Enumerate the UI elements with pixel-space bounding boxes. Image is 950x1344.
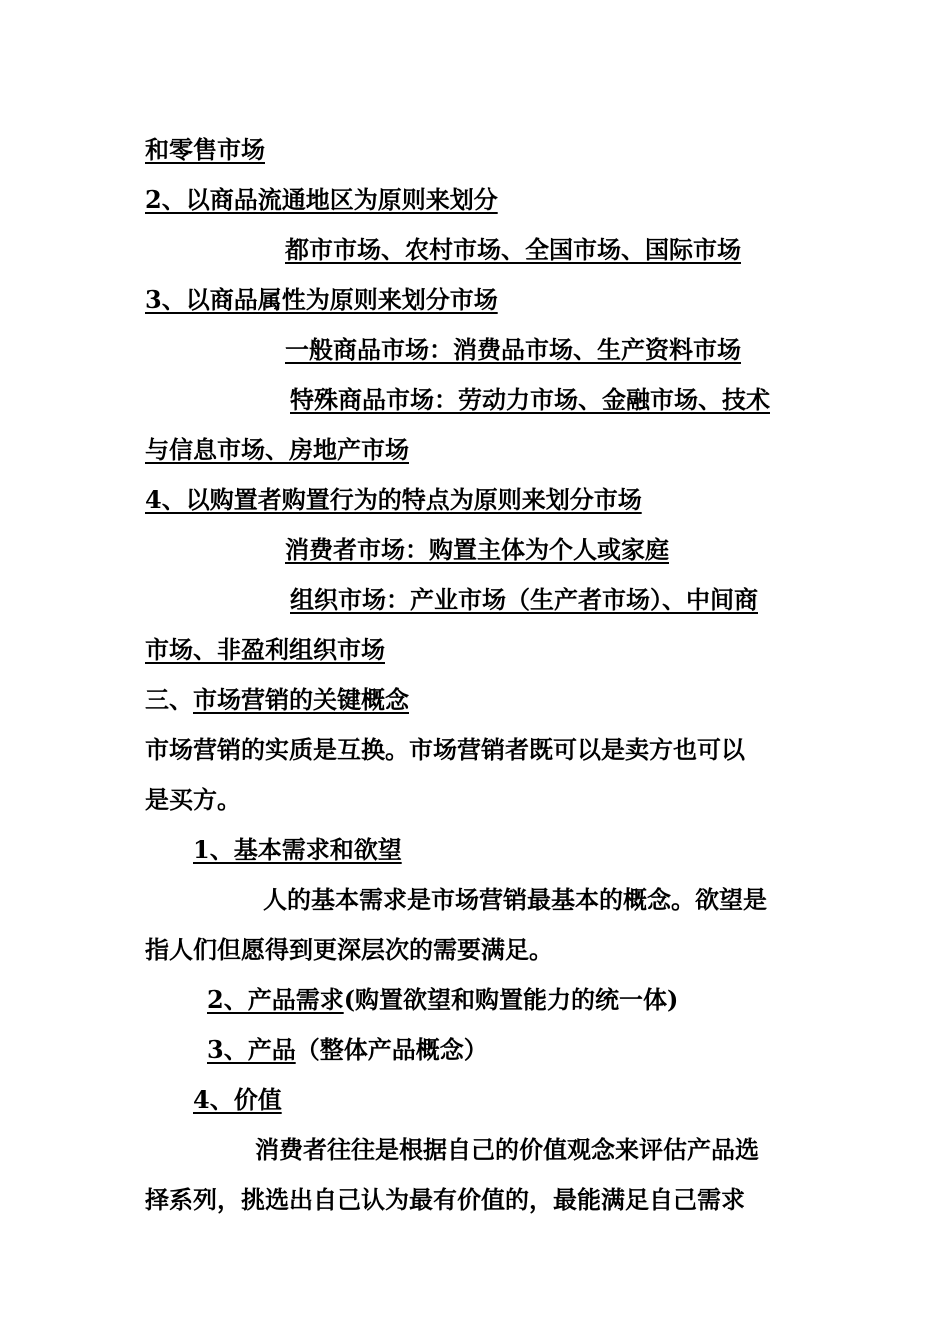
text-line: 4、以购置者购置行为的特点为原则来划分市场 xyxy=(145,485,642,514)
section-heading: 三、市场营销的关键概念 xyxy=(145,685,409,714)
text-line: 择系列，挑选出自己认为最有价值的，最能满足自己需求 xyxy=(145,1185,745,1214)
text-line: 市场营销的实质是互换。市场营销者既可以是卖方也可以 xyxy=(145,735,745,764)
text-line: 与信息市场、房地产市场 xyxy=(145,435,409,464)
text-line: 指人们但愿得到更深层次的需要满足。 xyxy=(145,935,553,964)
subheading: 2、产品需求(购置欲望和购置能力的统一体) xyxy=(207,985,679,1014)
text-line: 都市市场、农村市场、全国市场、国际市场 xyxy=(285,235,741,264)
text-line: 人的基本需求是市场营销最基本的概念。欲望是 xyxy=(263,885,767,914)
text-line: 特殊商品市场：劳动力市场、金融市场、技术 xyxy=(290,385,770,414)
subheading: 1、基本需求和欲望 xyxy=(193,835,402,864)
text-line: 是买方。 xyxy=(145,785,241,814)
text-line: 消费者市场：购置主体为个人或家庭 xyxy=(285,535,669,564)
text-line: 一般商品市场：消费品市场、生产资料市场 xyxy=(285,335,741,364)
subheading: 3、产品（整体产品概念） xyxy=(207,1035,488,1064)
subheading: 4、价值 xyxy=(193,1085,282,1114)
text-line: 2、以商品流通地区为原则来划分 xyxy=(145,185,498,214)
text-line: 和零售市场 xyxy=(145,135,265,164)
text-line: 消费者往往是根据自己的价值观念来评估产品选 xyxy=(255,1135,759,1164)
text-line: 组织市场：产业市场（生产者市场）、中间商 xyxy=(290,585,758,614)
text-line: 市场、非盈利组织市场 xyxy=(145,635,385,664)
text-line: 3、以商品属性为原则来划分市场 xyxy=(145,285,498,314)
